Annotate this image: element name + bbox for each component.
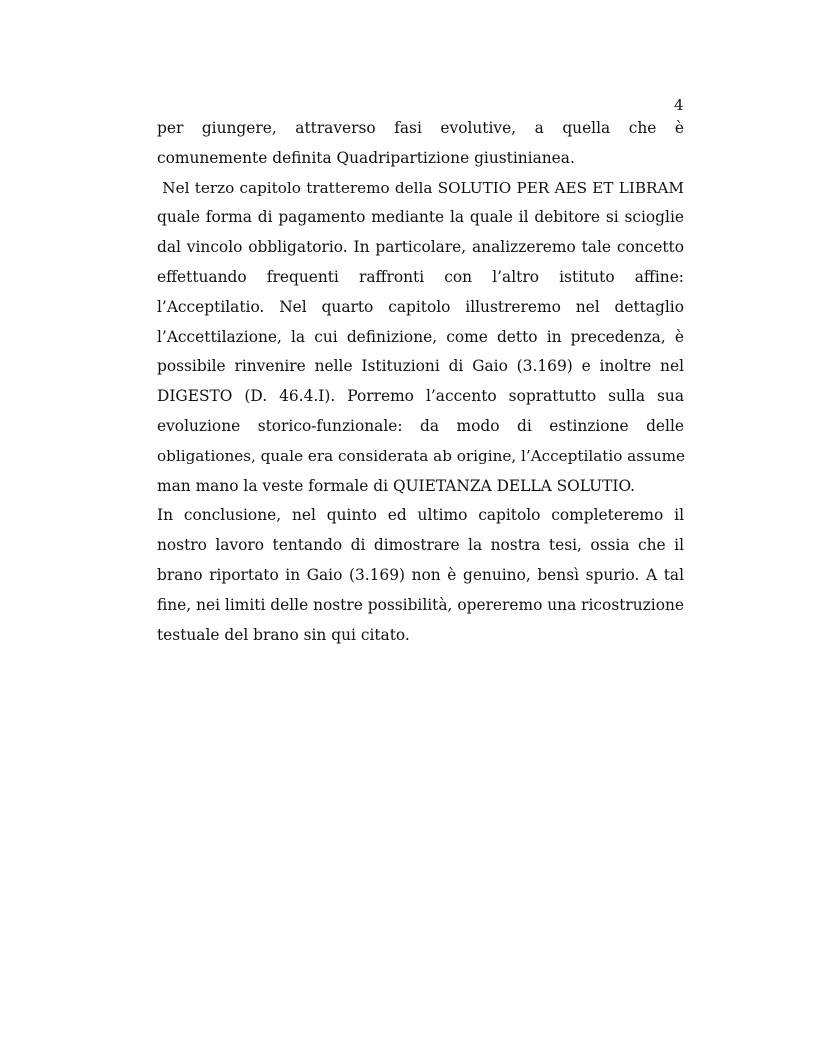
text-line: dal vincolo obbligatorio. In particolare, analizzeremo tale concetto [157, 238, 684, 257]
text-line: evoluzione storico-funzionale: da modo di estinzione delle [157, 416, 684, 435]
text-line: DIGESTO (D. 46.4.I). Porremo l’accento soprattutto sulla sua [157, 387, 684, 406]
text-line: brano riportato in Gaio (3.169) non è genuino, bensì spurio. A tal [157, 565, 684, 584]
text-line: Nel terzo capitolo tratteremo della SOLUTIO PER AES ET LIBRAM [157, 178, 684, 197]
text-line: effettuando frequenti raffronti con l’altro istituto affine: [157, 267, 684, 286]
text-line: obligationes, quale era considerata ab origine, l’Acceptilatio assume [157, 446, 685, 465]
page-number: 4 [674, 96, 684, 114]
text-line: man mano la veste formale di QUIETANZA DELLA SOLUTIO. [157, 476, 636, 495]
text-line: testuale del brano sin qui citato. [157, 625, 410, 644]
text-line: possibile rinvenire nelle Istituzioni di Gaio (3.169) e inoltre nel [157, 357, 684, 376]
text-line: l’Acceptilatio. Nel quarto capitolo illustreremo nel dettaglio [157, 297, 684, 316]
text-line: nostro lavoro tentando di dimostrare la nostra tesi, ossia che il [157, 536, 684, 555]
text-line: quale forma di pagamento mediante la quale il debitore si scioglie [157, 208, 684, 227]
text-line: per giungere, attraverso fasi evolutive, a quella che è [157, 119, 684, 137]
body-text [157, 114, 684, 650]
text-line: fine, nei limiti delle nostre possibilità, opereremo una ricostruzione [157, 595, 684, 614]
text-line: l’Accettilazione, la cui definizione, come detto in precedenza, è [157, 327, 684, 346]
text-line: In conclusione, nel quinto ed ultimo capitolo completeremo il [157, 506, 684, 525]
text-line: comunemente definita Quadripartizione giustinianea. [157, 148, 575, 167]
